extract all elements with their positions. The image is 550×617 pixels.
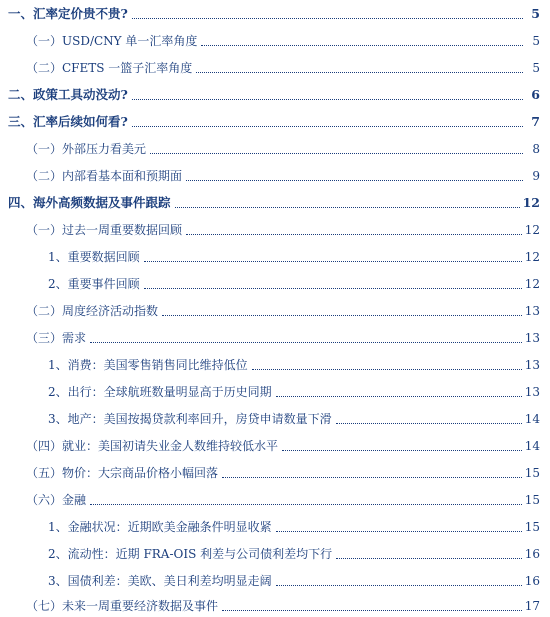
toc-entry[interactable] <box>0 409 550 427</box>
toc-entry[interactable] <box>0 247 550 265</box>
toc-entry[interactable] <box>0 355 550 373</box>
toc-entry-title: 二、政策工具动没动? <box>8 87 128 102</box>
toc-entry-page: 9 <box>532 169 540 183</box>
toc-entry[interactable] <box>0 85 550 103</box>
dot-leader <box>144 260 522 262</box>
dot-leader <box>90 503 522 505</box>
toc-entry-page: 13 <box>524 358 540 372</box>
toc-entry[interactable] <box>0 220 550 238</box>
toc-entry-title: 1、金融状况：近期欧美金融条件明显收紧 <box>48 520 272 534</box>
toc-entry-title: （七）未来一周重要经济数据及事件 <box>26 599 219 613</box>
toc-entry-title: （二）CFETS 一篮子汇率角度 <box>26 61 193 75</box>
toc-entry-page: 6 <box>531 87 540 102</box>
toc-entry-page: 14 <box>524 412 540 426</box>
toc-entry[interactable] <box>0 58 550 76</box>
dot-leader <box>336 422 522 424</box>
toc-entry-page: 7 <box>531 114 540 129</box>
toc-entry-title: （二）内部看基本面和预期面 <box>26 169 183 183</box>
toc-entry-page: 5 <box>531 6 540 21</box>
toc-entry-page: 8 <box>532 142 540 156</box>
toc-entry[interactable] <box>0 328 550 346</box>
toc-entry[interactable] <box>0 31 550 49</box>
toc-entry-title: 1、重要数据回顾 <box>48 250 140 264</box>
toc-entry-page: 14 <box>524 439 540 453</box>
dot-leader <box>276 530 522 532</box>
toc-entry-page: 17 <box>524 599 540 613</box>
toc-entry[interactable] <box>0 571 550 589</box>
toc-entry-title: （二）周度经济活动指数 <box>26 304 159 318</box>
dot-leader <box>222 476 522 478</box>
toc-entry[interactable] <box>0 166 550 184</box>
toc-entry-title: （一）USD/CNY 单一汇率角度 <box>26 34 198 48</box>
toc-entry-title: 2、重要事件回顾 <box>48 277 140 291</box>
dot-leader <box>162 314 522 316</box>
toc-entry[interactable] <box>0 490 550 508</box>
toc-entry-title: 2、流动性：近期 FRA-OIS 利差与公司债利差均下行 <box>48 547 333 561</box>
dot-leader <box>175 206 520 208</box>
toc-entry-title: （一）外部压力看美元 <box>26 142 147 156</box>
toc-entry-page: 12 <box>522 195 540 210</box>
dot-leader <box>132 98 523 100</box>
toc-entry-title: 四、海外高频数据及事件跟踪 <box>8 195 171 210</box>
toc-entry-page: 13 <box>524 304 540 318</box>
toc-entry-page: 13 <box>524 385 540 399</box>
toc-entry[interactable] <box>0 596 550 614</box>
toc-entry-title: （五）物价：大宗商品价格小幅回落 <box>26 466 219 480</box>
toc-entry[interactable] <box>0 193 550 211</box>
toc-entry-page: 15 <box>524 466 540 480</box>
dot-leader <box>150 152 523 154</box>
toc-entry-title: 2、出行：全球航班数量明显高于历史同期 <box>48 385 272 399</box>
toc-entry-title: 1、消费：美国零售销售同比维持低位 <box>48 358 248 372</box>
toc-entry-title: （四）就业：美国初请失业金人数维持较低水平 <box>26 439 279 453</box>
dot-leader <box>201 44 523 46</box>
dot-leader <box>90 341 522 343</box>
dot-leader <box>132 17 523 19</box>
toc-entry-page: 12 <box>524 223 540 237</box>
dot-leader <box>222 609 522 611</box>
toc-entry-title: 一、汇率定价贵不贵? <box>8 6 128 21</box>
toc-entry-page: 13 <box>524 331 540 345</box>
toc-entry[interactable] <box>0 112 550 130</box>
dot-leader <box>132 125 523 127</box>
toc-entry[interactable] <box>0 274 550 292</box>
toc-entry-page: 5 <box>532 34 540 48</box>
dot-leader <box>276 395 522 397</box>
toc-entry[interactable] <box>0 139 550 157</box>
toc-entry-page: 5 <box>532 61 540 75</box>
toc-entry[interactable] <box>0 463 550 481</box>
toc-entry[interactable] <box>0 517 550 535</box>
toc-entry-page: 16 <box>524 547 540 561</box>
toc-entry-page: 15 <box>524 520 540 534</box>
toc-entry-page: 15 <box>524 493 540 507</box>
toc-entry-title: 3、地产：美国按揭贷款利率回升，房贷申请数量下滑 <box>48 412 332 426</box>
toc-entry[interactable] <box>0 436 550 454</box>
dot-leader <box>144 287 522 289</box>
toc-entry-title: （六）金融 <box>26 493 87 507</box>
toc-entry[interactable] <box>0 4 550 22</box>
toc-entry[interactable] <box>0 544 550 562</box>
dot-leader <box>186 179 523 181</box>
dot-leader <box>252 368 522 370</box>
dot-leader <box>276 584 522 586</box>
toc-entry[interactable] <box>0 382 550 400</box>
toc-entry-page: 12 <box>524 250 540 264</box>
dot-leader <box>186 233 522 235</box>
dot-leader <box>282 449 522 451</box>
dot-leader <box>336 557 522 559</box>
dot-leader <box>196 71 523 73</box>
toc-entry[interactable] <box>0 301 550 319</box>
toc-entry-title: 3、国债利差：美欧、美日利差均明显走阔 <box>48 574 272 588</box>
toc-entry-title: （一）过去一周重要数据回顾 <box>26 223 183 237</box>
toc-entry-title: （三）需求 <box>26 331 87 345</box>
toc-entry-title: 三、汇率后续如何看? <box>8 114 128 129</box>
toc-entry-page: 12 <box>524 277 540 291</box>
toc-entry-page: 16 <box>524 574 540 588</box>
